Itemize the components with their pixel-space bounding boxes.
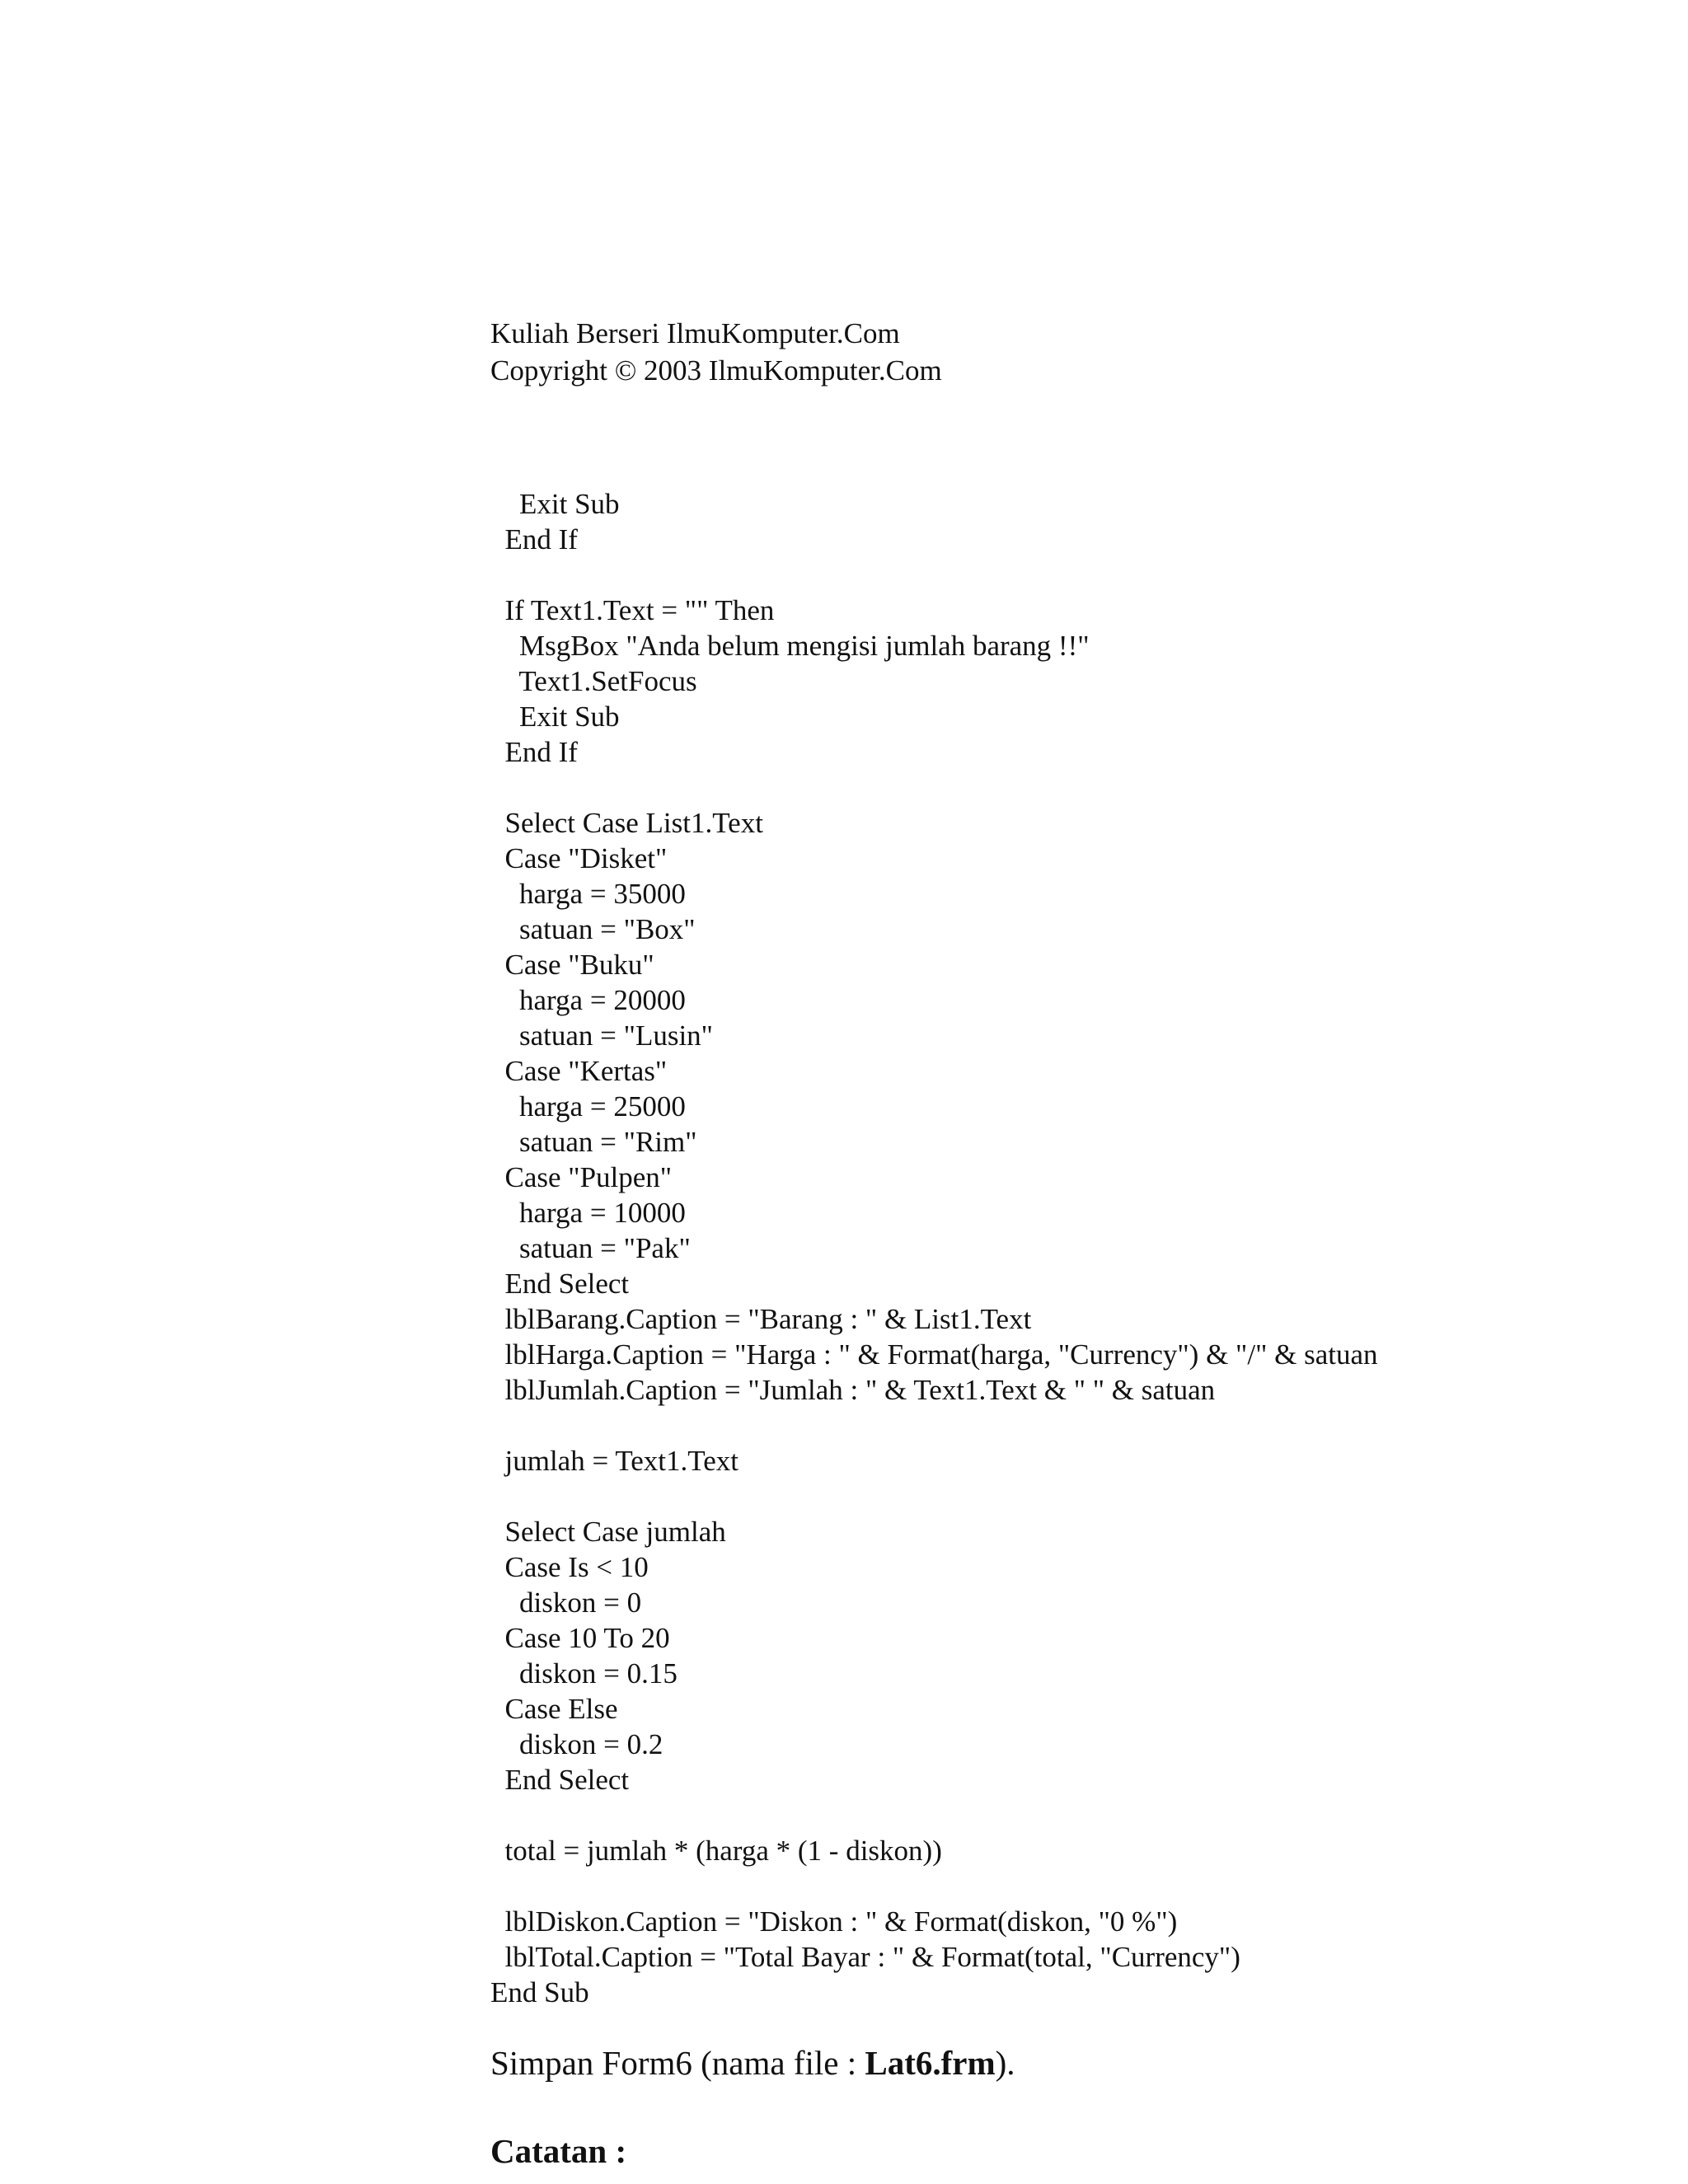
code-line: Exit Sub xyxy=(490,701,620,733)
code-line: satuan = "Pak" xyxy=(490,1232,691,1264)
code-line: Case Else xyxy=(490,1693,618,1725)
save-instruction-filename: Lat6.frm xyxy=(865,2044,996,2082)
code-line xyxy=(490,557,1378,593)
code-line: Case Is < 10 xyxy=(490,1551,649,1583)
code-line: End Select xyxy=(490,1764,630,1796)
code-line: End If xyxy=(490,523,578,555)
code-line: satuan = "Box" xyxy=(490,913,696,945)
code-line xyxy=(490,1868,1378,1904)
save-instruction-suffix: ). xyxy=(995,2044,1015,2082)
code-line: Exit Sub xyxy=(490,488,620,520)
code-line: harga = 35000 xyxy=(490,878,686,910)
code-line: harga = 25000 xyxy=(490,1090,686,1122)
code-line xyxy=(490,1479,1378,1514)
code-line: Select Case List1.Text xyxy=(490,807,763,839)
code-line: lblBarang.Caption = "Barang : " & List1.Text xyxy=(490,1303,1032,1335)
code-line: MsgBox "Anda belum mengisi jumlah barang !!" xyxy=(490,630,1090,662)
page-header xyxy=(490,315,942,389)
code-line: Case "Buku" xyxy=(490,949,654,981)
code-line: harga = 10000 xyxy=(490,1197,686,1229)
code-line: End Select xyxy=(490,1268,630,1300)
code-line: lblJumlah.Caption = "Jumlah : " & Text1.Text & " " & satuan xyxy=(490,1374,1216,1406)
code-line: diskon = 0.15 xyxy=(490,1657,678,1690)
code-line: Case "Pulpen" xyxy=(490,1161,673,1193)
code-line: satuan = "Rim" xyxy=(490,1126,697,1158)
note-heading: Catatan : xyxy=(490,2132,627,2170)
header-copyright: Copyright © 2003 IlmuKomputer.Com xyxy=(490,354,942,387)
code-line: Select Case jumlah xyxy=(490,1516,726,1548)
code-line: satuan = "Lusin" xyxy=(490,1019,713,1052)
code-line: Text1.SetFocus xyxy=(490,665,697,697)
code-line: jumlah = Text1.Text xyxy=(490,1445,738,1477)
code-line xyxy=(490,1797,1378,1833)
code-line: diskon = 0.2 xyxy=(490,1728,663,1760)
code-line: If Text1.Text = "" Then xyxy=(490,594,775,626)
code-line: diskon = 0 xyxy=(490,1586,642,1619)
code-line: End Sub xyxy=(490,1976,589,2008)
code-line: Case "Kertas" xyxy=(490,1055,668,1087)
save-instruction xyxy=(490,2042,1015,2083)
code-line: harga = 20000 xyxy=(490,984,686,1016)
code-line: Case "Disket" xyxy=(490,842,668,874)
code-line: lblHarga.Caption = "Harga : " & Format(harga, "Currency") & "/" & satuan xyxy=(490,1338,1378,1371)
code-line: Case 10 To 20 xyxy=(490,1622,670,1654)
code-line xyxy=(490,1408,1378,1443)
header-course-title: Kuliah Berseri IlmuKomputer.Com xyxy=(490,317,900,349)
code-line xyxy=(490,770,1378,805)
code-line: lblTotal.Caption = "Total Bayar : " & Format(total, "Currency") xyxy=(490,1941,1240,1973)
save-instruction-prefix: Simpan Form6 (nama file : xyxy=(490,2044,865,2082)
code-listing xyxy=(490,486,1378,2010)
code-line: total = jumlah * (harga * (1 - diskon)) xyxy=(490,1835,942,1867)
code-line: End If xyxy=(490,736,578,768)
code-line: lblDiskon.Caption = "Diskon : " & Format(diskon, "0 %") xyxy=(490,1905,1178,1938)
